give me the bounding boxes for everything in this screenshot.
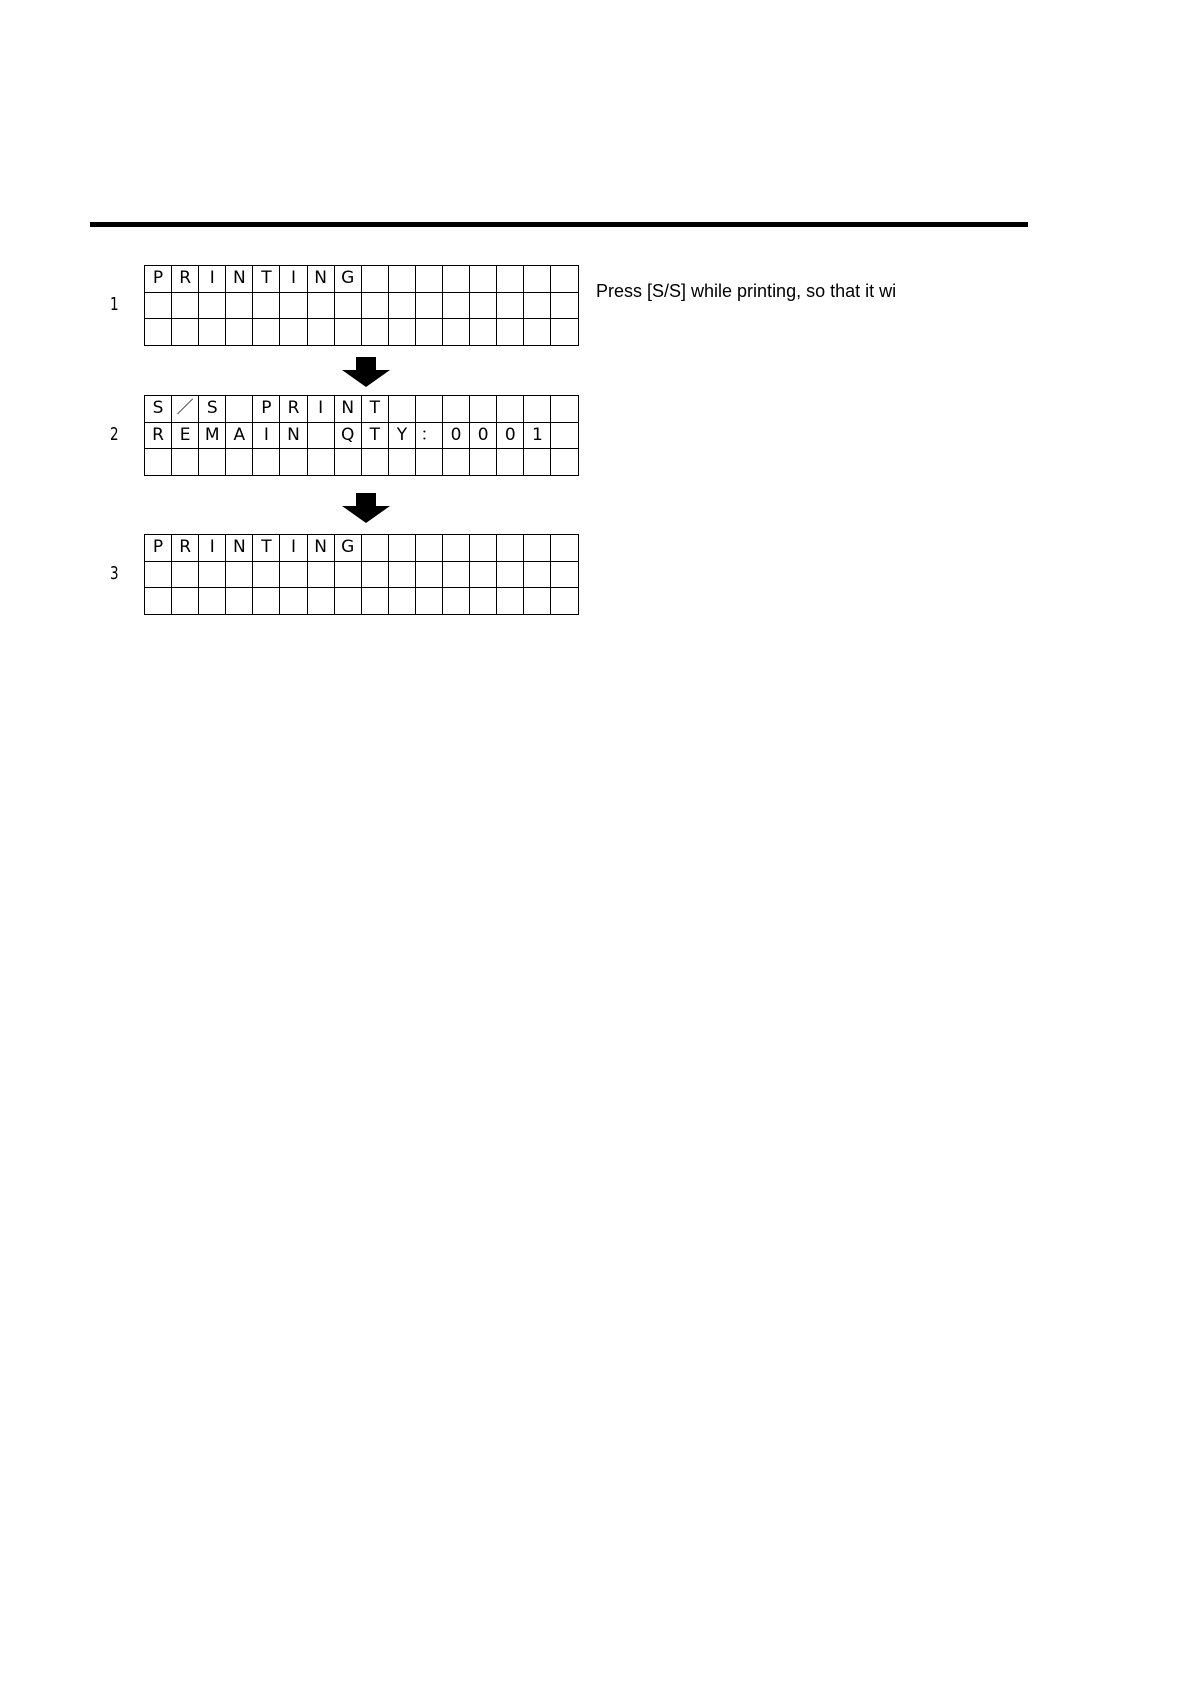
lcd-cell: I (307, 396, 334, 423)
lcd-row (145, 396, 579, 423)
lcd-cell (470, 588, 497, 615)
lcd-cell: S (199, 396, 226, 423)
lcd-cell (307, 292, 334, 319)
lcd-cell (388, 292, 415, 319)
lcd-cell (524, 535, 551, 562)
lcd-cell (307, 588, 334, 615)
lcd-cell (334, 292, 361, 319)
lcd-cell (524, 449, 551, 476)
lcd-cell (253, 561, 280, 588)
lcd-cell (415, 396, 442, 423)
lcd-cell: 0 (443, 422, 470, 449)
lcd-cell (172, 292, 199, 319)
lcd-cell: Y (388, 422, 415, 449)
lcd-cell (497, 396, 524, 423)
lcd-cell (443, 561, 470, 588)
lcd-cell (497, 561, 524, 588)
lcd-cell: T (253, 535, 280, 562)
lcd-cell (172, 588, 199, 615)
lcd-cell (361, 561, 388, 588)
lcd-cell (280, 588, 307, 615)
lcd-cell (388, 319, 415, 346)
lcd-cell: P (253, 396, 280, 423)
lcd-cell (253, 588, 280, 615)
lcd-cell (470, 292, 497, 319)
lcd-cell (361, 292, 388, 319)
lcd-cell (551, 422, 578, 449)
lcd-cell (199, 319, 226, 346)
lcd-row (145, 422, 579, 449)
lcd-cell: A (226, 422, 253, 449)
lcd-cell (551, 292, 578, 319)
lcd-cell (199, 561, 226, 588)
lcd-cell (415, 535, 442, 562)
step-number-1: 1 (110, 294, 119, 315)
lcd-cell (388, 588, 415, 615)
lcd-cell (388, 396, 415, 423)
lcd-cell (280, 449, 307, 476)
lcd-cell (388, 266, 415, 293)
lcd-cell (470, 561, 497, 588)
lcd-cell (470, 449, 497, 476)
lcd-cell (497, 266, 524, 293)
lcd-cell: ： (415, 422, 442, 449)
lcd-cell (524, 396, 551, 423)
lcd-cell: N (307, 535, 334, 562)
lcd-cell (145, 292, 172, 319)
lcd-cell (307, 449, 334, 476)
lcd-cell (470, 396, 497, 423)
lcd-display-step-2 (144, 395, 579, 476)
lcd-row (145, 561, 579, 588)
lcd-cell (361, 588, 388, 615)
lcd-cell (415, 588, 442, 615)
lcd-cell (415, 449, 442, 476)
lcd-cell (524, 266, 551, 293)
lcd-row (145, 266, 579, 293)
lcd-cell: T (253, 266, 280, 293)
lcd-cell (551, 449, 578, 476)
header-rule (90, 222, 1028, 227)
lcd-cell: R (145, 422, 172, 449)
lcd-grid (145, 535, 579, 615)
lcd-row (145, 319, 579, 346)
lcd-cell (307, 319, 334, 346)
lcd-cell: I (280, 535, 307, 562)
lcd-cell (172, 449, 199, 476)
lcd-cell (280, 292, 307, 319)
lcd-cell (199, 588, 226, 615)
lcd-cell (334, 449, 361, 476)
lcd-cell (361, 319, 388, 346)
lcd-cell (226, 319, 253, 346)
lcd-cell (280, 319, 307, 346)
lcd-grid (145, 266, 579, 346)
lcd-cell (497, 449, 524, 476)
lcd-cell (551, 396, 578, 423)
lcd-cell (551, 561, 578, 588)
lcd-cell: P (145, 535, 172, 562)
lcd-row (145, 449, 579, 476)
lcd-cell: 0 (470, 422, 497, 449)
step-number-3: 3 (110, 563, 119, 584)
lcd-cell (172, 561, 199, 588)
lcd-cell: I (253, 422, 280, 449)
lcd-row (145, 292, 579, 319)
lcd-cell (470, 535, 497, 562)
lcd-cell (524, 561, 551, 588)
lcd-cell (497, 319, 524, 346)
lcd-cell (443, 396, 470, 423)
lcd-cell (253, 319, 280, 346)
lcd-cell (388, 561, 415, 588)
lcd-cell: G (334, 266, 361, 293)
lcd-cell (199, 292, 226, 319)
lcd-cell (524, 319, 551, 346)
lcd-cell (145, 449, 172, 476)
lcd-cell: ／ (172, 396, 199, 423)
lcd-cell: S (145, 396, 172, 423)
lcd-cell (172, 319, 199, 346)
lcd-cell (226, 292, 253, 319)
lcd-cell: N (334, 396, 361, 423)
lcd-cell (145, 319, 172, 346)
lcd-cell: G (334, 535, 361, 562)
lcd-cell (497, 588, 524, 615)
lcd-cell (551, 266, 578, 293)
step-number-2: 2 (110, 424, 119, 445)
lcd-cell (524, 588, 551, 615)
lcd-grid (145, 396, 579, 476)
lcd-cell (443, 449, 470, 476)
lcd-row (145, 588, 579, 615)
lcd-cell (307, 561, 334, 588)
lcd-cell (145, 588, 172, 615)
lcd-cell: T (361, 396, 388, 423)
lcd-cell (226, 449, 253, 476)
lcd-cell (334, 588, 361, 615)
lcd-cell (443, 292, 470, 319)
lcd-cell: 0 (497, 422, 524, 449)
lcd-cell (199, 449, 226, 476)
lcd-cell (334, 319, 361, 346)
down-arrow-icon (342, 493, 390, 523)
lcd-cell: T (361, 422, 388, 449)
lcd-cell (226, 561, 253, 588)
lcd-display-step-3 (144, 534, 579, 615)
lcd-cell (226, 588, 253, 615)
lcd-cell (361, 266, 388, 293)
lcd-cell (361, 449, 388, 476)
lcd-cell (361, 535, 388, 562)
lcd-cell (415, 561, 442, 588)
lcd-cell (253, 449, 280, 476)
lcd-cell: N (226, 266, 253, 293)
lcd-cell: N (226, 535, 253, 562)
lcd-cell: I (199, 266, 226, 293)
lcd-cell (145, 561, 172, 588)
lcd-cell: M (199, 422, 226, 449)
lcd-cell (415, 319, 442, 346)
lcd-cell (497, 535, 524, 562)
lcd-cell (497, 292, 524, 319)
lcd-cell (443, 266, 470, 293)
lcd-cell (307, 422, 334, 449)
lcd-cell: R (280, 396, 307, 423)
lcd-cell (253, 292, 280, 319)
lcd-cell (388, 449, 415, 476)
lcd-cell (443, 588, 470, 615)
lcd-row (145, 535, 579, 562)
lcd-cell (551, 319, 578, 346)
lcd-cell (415, 266, 442, 293)
lcd-cell: Q (334, 422, 361, 449)
lcd-cell (388, 535, 415, 562)
lcd-cell (334, 561, 361, 588)
lcd-cell: 1 (524, 422, 551, 449)
lcd-cell (443, 535, 470, 562)
lcd-cell: N (307, 266, 334, 293)
lcd-cell (551, 588, 578, 615)
lcd-display-step-1 (144, 265, 579, 346)
lcd-cell: P (145, 266, 172, 293)
lcd-cell: I (199, 535, 226, 562)
step-description: Press [S/S] while printing, so that it wi (596, 281, 897, 301)
lcd-cell: R (172, 535, 199, 562)
lcd-cell: N (280, 422, 307, 449)
lcd-cell (470, 319, 497, 346)
lcd-cell: E (172, 422, 199, 449)
lcd-cell (443, 319, 470, 346)
lcd-cell (524, 292, 551, 319)
lcd-cell: I (280, 266, 307, 293)
lcd-cell (280, 561, 307, 588)
lcd-cell (551, 535, 578, 562)
lcd-cell (470, 266, 497, 293)
lcd-cell: R (172, 266, 199, 293)
lcd-cell (226, 396, 253, 423)
down-arrow-icon (342, 357, 390, 387)
lcd-cell (415, 292, 442, 319)
